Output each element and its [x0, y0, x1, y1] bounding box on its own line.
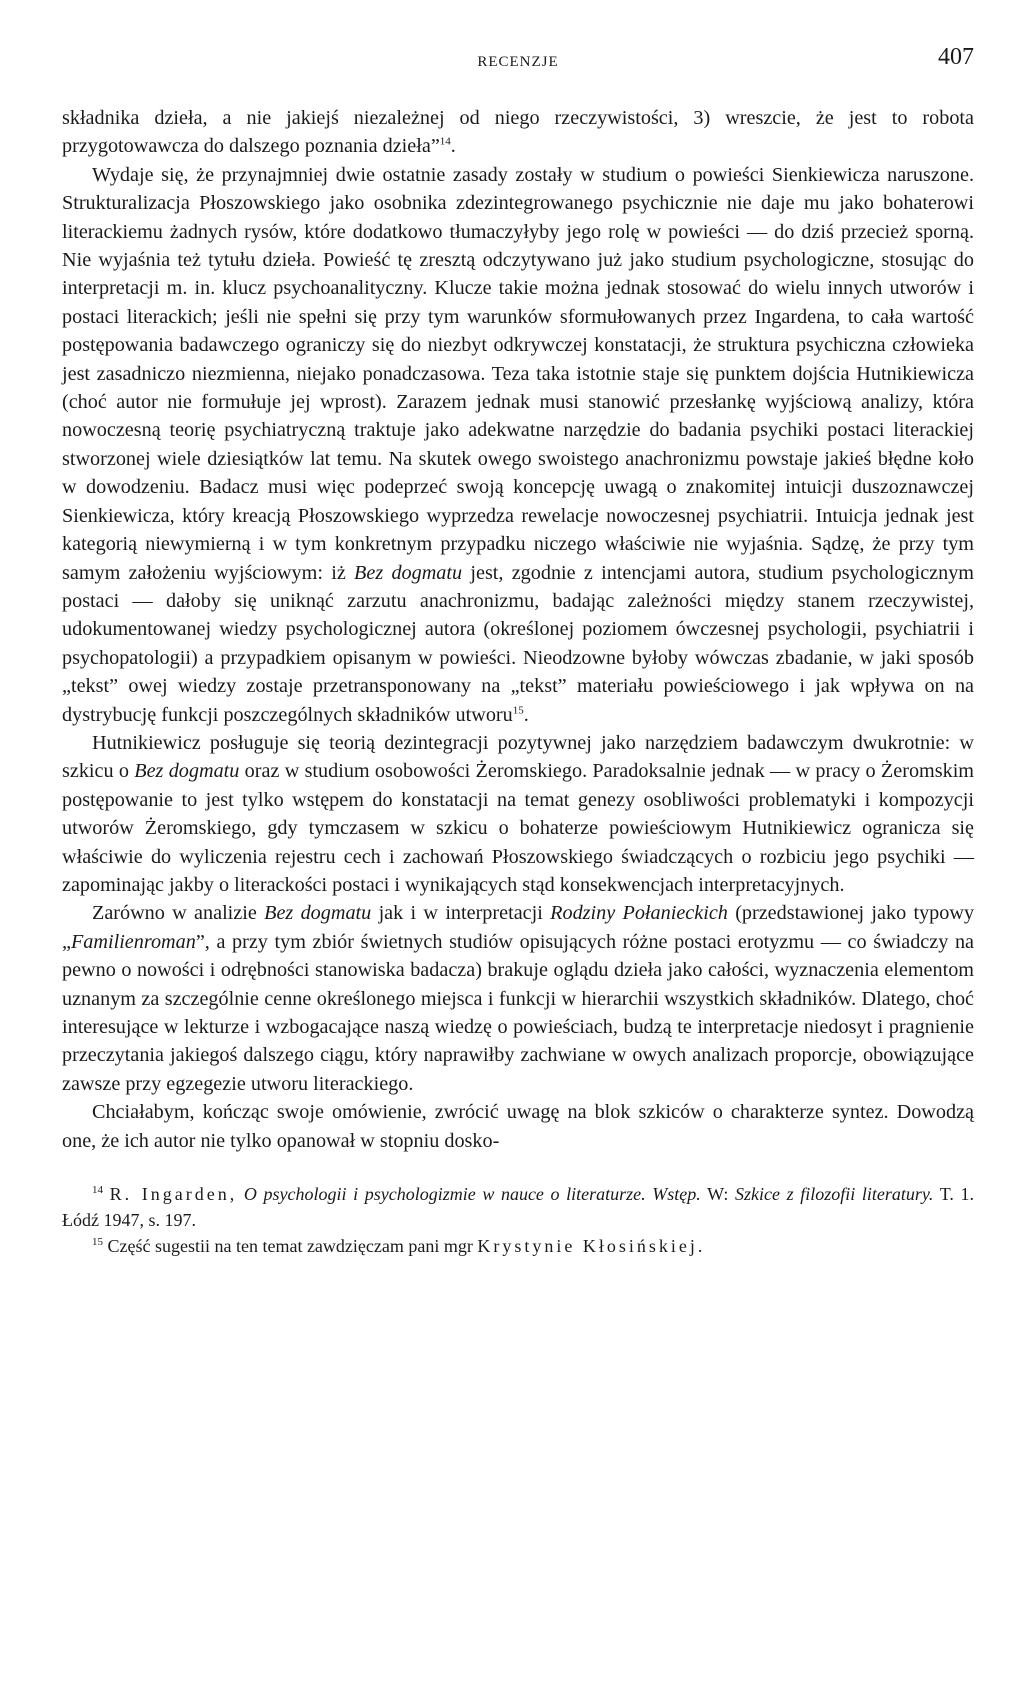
footnote-15-number: 15	[92, 1236, 103, 1249]
paragraph-4-italic-title-2: Rodziny Połanieckich	[550, 902, 728, 925]
footnote-14-number: 14	[92, 1184, 103, 1197]
footnote-ref-15: 15	[512, 703, 524, 716]
page	[62, 44, 974, 1259]
running-head: RECENZJE	[477, 54, 559, 70]
paragraph-4-text: Zarówno w analizie	[92, 902, 257, 925]
paragraph-2	[62, 161, 974, 729]
footnote-14-author: R. Ingarden,	[109, 1184, 238, 1205]
footnote-15-end: .	[697, 1236, 703, 1257]
paragraph-3-text: Hutnikiewicz posługuje się teorią dezintegracji pozytywnej jako narzędziem badawczym dwukrotnie: w szkicu o	[62, 731, 974, 783]
paragraph-2-italic-title: Bez dogmatu	[354, 561, 463, 584]
paragraph-4-text-c: (przedstawionej jako typowy „	[62, 902, 975, 953]
footnote-ref-14: 14	[439, 135, 451, 148]
paragraph-2-end: .	[523, 703, 529, 726]
paragraph-4	[62, 899, 974, 1098]
page-header	[62, 44, 974, 84]
body-text	[62, 104, 974, 1155]
paragraph-5	[62, 1098, 974, 1155]
paragraph-4-italic-term: Familienroman	[70, 930, 196, 953]
footnotes	[62, 1181, 974, 1259]
footnote-15-text: Część sugestii na ten temat zawdzięczam pani mgr	[107, 1236, 473, 1257]
paragraph-1	[62, 104, 974, 161]
paragraph-4-text-d: ”, a przy tym zbiór świetnych studiów opisujących różne postaci erotyzmu — co świadczy na pewno o nowości i odrębności stanowiska badacza) brakuje oglądu dzieła jako całości, wyznaczenia elementom uznanym za szczególnie cenne określonego miejsca i funkcji w hierarchii wszystkich składników. Dlatego, choć interesujące w lekturze i wzbogacające naszą wiedzę o powieściach, budzą te interpretacje niedosyt i pragnienie przeczytania jakiegoś dalszego ciągu, który naprawiłby zachwiane w owych analizach proporcje, obowiązujące zawsze przy egzegezie utworu literackiego.	[62, 930, 974, 1095]
footnote-14	[62, 1181, 974, 1233]
paragraph-3-text-b: oraz w studium osobowości Żeromskiego. Paradoksalnie jednak — w pracy o Żeromskim postępowanie to jest tylko wstępem do konstatacji na temat genezy osobliwości problematyki i kompozycji utworów Żeromskiego, gdy tymczasem w szkicu o bohaterze powieściowym Hutnikiewicz ogranicza się właściwie do wyliczenia rejestru cech i zachowań Płoszowskiego świadczących o rozbiciu jego psychiki — zapominając jakby o literackości postaci i wynikających stąd konsekwencjach interpretacyjnych.	[62, 760, 975, 896]
footnote-15	[62, 1233, 974, 1259]
paragraph-1-end: .	[450, 135, 456, 158]
page-number: 407	[938, 44, 974, 70]
paragraph-4-text-b: jak i w interpretacji	[378, 902, 543, 925]
paragraph-4-italic-title-1: Bez dogmatu	[264, 902, 372, 925]
paragraph-2-text: Wydaje się, że przynajmniej dwie ostatnie zasady zostały w studium o powieści Sienkiewicza naruszone. Strukturalizacja Płoszowskiego jako osobnika zdezintegrowanego psychicznie nie daje mu jako bohaterowi literackiemu żadnych rysów, które dodatkowo tłumaczyłyby jego rolę w powieści — do dziś przecież sporną. Nie wyjaśnia też tytułu dzieła. Powieść tę zresztą odczytywano już jako studium psychologiczne, stosując do interpretacji m. in. klucz psychoanalityczny. Klucze takie można jednak stosować do wielu innych utworów i postaci literackich; jeśli nie spełni się przy tym warunków sformułowanych przez Ingardena, to cała wartość postępowania badawczego ograniczy się do niezbyt odkrywczej konstatacji, że struktura psychiczna człowieka jest zasadniczo niezmienna, niejako ponadczasowa. Teza taka istotnie staje się punktem dojścia Hutnikiewicza (choć autor nie formułuje jej wprost). Zarazem jednak musi stanowić przesłankę wyjściową analizy, która nowoczesną teorię psychiatryczną traktuje jako adekwatne narzędzie do badania psychiki postaci literackiej stworzonej wiele dziesiątków lat temu. Na skutek owego swoistego anachronizmu powstaje jakieś błędne koło w dowodzeniu. Badacz musi więc podeprzeć swoją koncepcję uwagą o znakomitej intuicji duszoznawczej Sienkiewicza, który kreacją Płoszowskiego wyprzedza rewelacje nowoczesnej psychiatrii. Intuicja jednak jest kategorią niewymierną i w tym konkretnym przypadku niczego właściwie nie wyjaśnia. Sądzę, że przy tym samym założeniu wyjściowym: iż	[62, 163, 974, 584]
footnote-14-in: W:	[707, 1184, 729, 1205]
footnote-14-imprint: T. 1. Łódź 1947, s. 197.	[62, 1184, 975, 1231]
footnote-14-book: Szkice z filozofii literatury.	[735, 1184, 934, 1205]
footnote-14-title: O psychologii i psychologizmie w nauce o literaturze. Wstęp.	[243, 1184, 701, 1205]
paragraph-2-text-b: jest, zgodnie z intencjami autora, studium psychologicznym postaci — dałoby się uniknąć zarzutu anachronizmu, badając zależności między stanem rzeczywistej, udokumentowanej wiedzy psychologicznej autora (określonej poziomem ówczesnej psychologii, psychiatrii i psychopatologii) a przypadkiem opisanym w powieści. Nieodzowne byłoby wówczas zbadanie, w jaki sposób „tekst” owej wiedzy zostaje przetransponowany na „tekst” materiału powieściowego i jak wpływa on na dystrybucję funkcji poszczególnych składników utworu	[62, 561, 975, 726]
paragraph-1-text: składnika dzieła, a nie jakiejś niezależnej od niego rzeczywistości, 3) wreszcie, że jest to robota przygotowawcza do dalszego poznania dzieła”	[62, 107, 974, 158]
paragraph-3-italic-title: Bez dogmatu	[134, 760, 240, 783]
paragraph-3	[62, 729, 974, 899]
paragraph-5-text: Chciałabym, kończąc swoje omówienie, zwrócić uwagę na blok szkiców o charakterze syntez. Dowodzą one, że ich autor nie tylko opanował w stopniu dosko-	[62, 1101, 974, 1152]
footnote-15-name: Krystynie Kłosińskiej	[477, 1236, 698, 1257]
